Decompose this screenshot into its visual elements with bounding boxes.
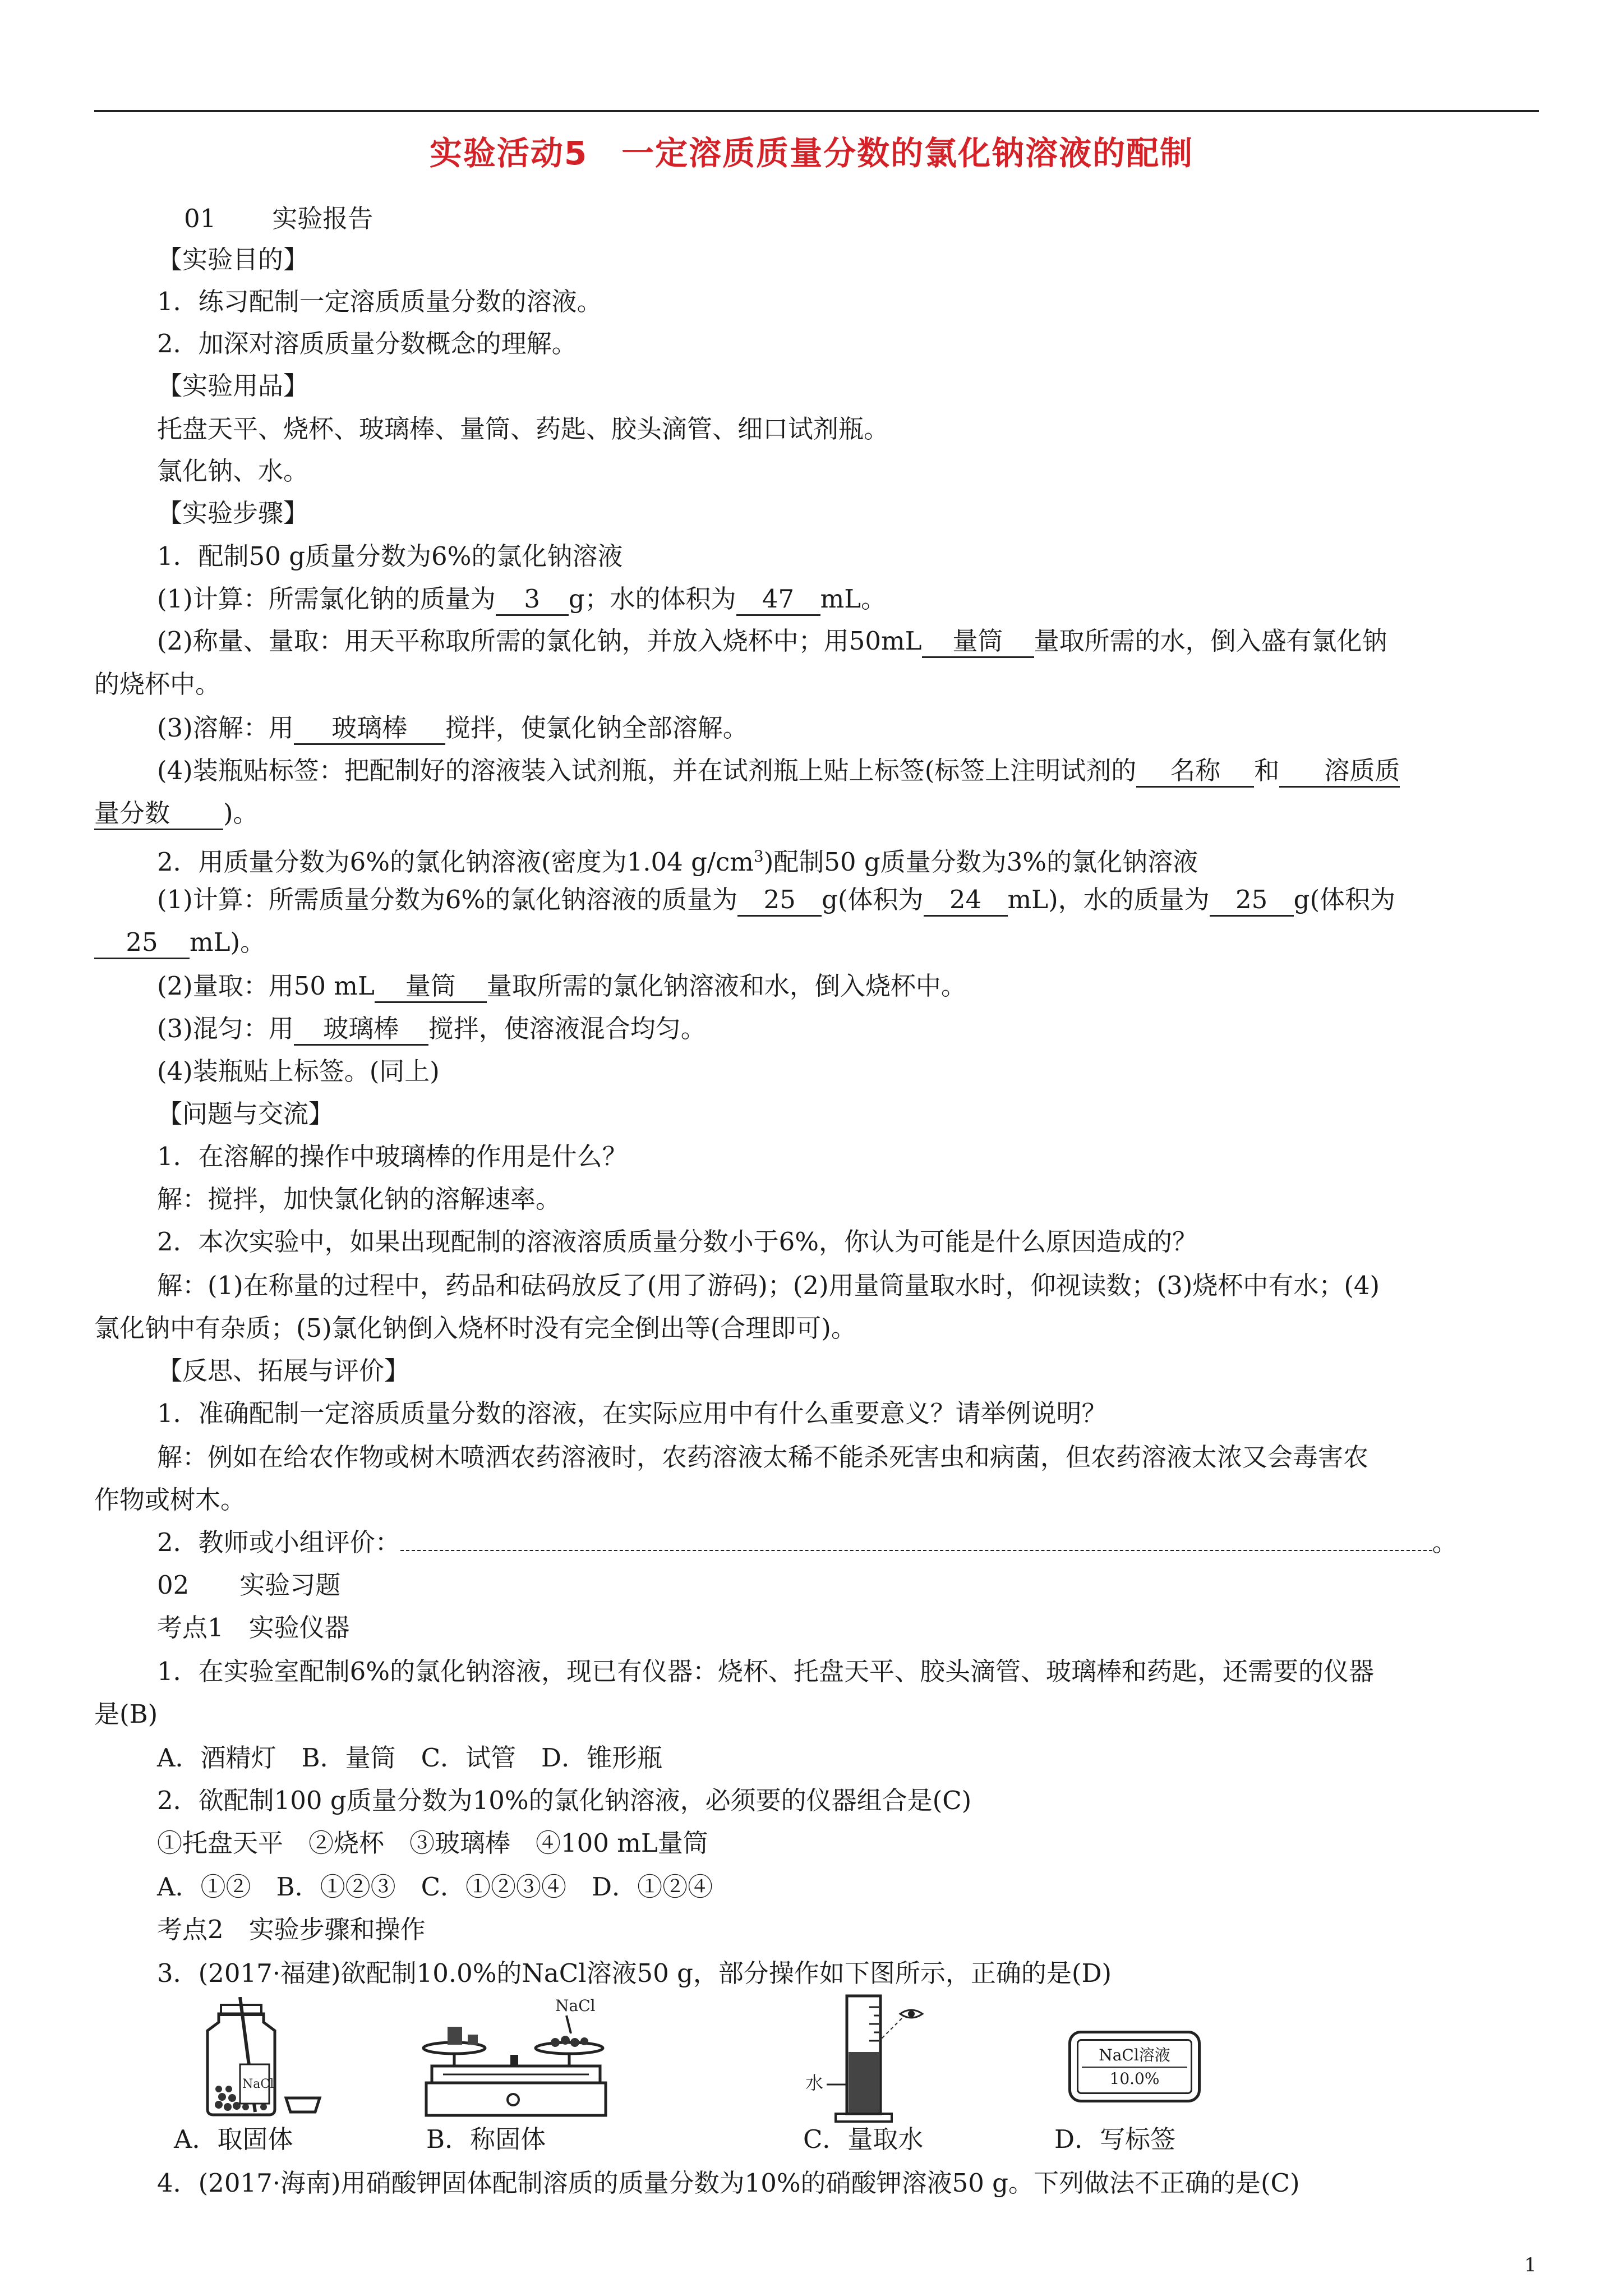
purpose-2: 2．加深对溶质质量分数概念的理解。 bbox=[157, 329, 577, 358]
step-1-2-cont: 的烧杯中。 bbox=[94, 669, 221, 699]
answer-blank: 47 bbox=[736, 584, 820, 616]
exercise-1-cont: 是(B) bbox=[94, 1699, 158, 1729]
answer-blank: 25 bbox=[1210, 885, 1294, 917]
figure-b-weigh-solid bbox=[421, 1994, 639, 2123]
step-2-4: (4)装瓶贴上标签。(同上) bbox=[157, 1056, 440, 1086]
section-heading-report bbox=[184, 202, 373, 236]
exercise-1-options: A．酒精灯 B．量筒 C．试管 D．锥形瓶 bbox=[157, 1743, 663, 1773]
purpose-1: 1．练习配制一定溶质质量分数的溶液。 bbox=[157, 287, 602, 316]
answer-blank: 25 bbox=[737, 885, 822, 917]
figure-a-take-solid bbox=[196, 1997, 331, 2120]
section-number: 01 bbox=[184, 204, 216, 233]
section-heading-exercises bbox=[157, 1568, 340, 1602]
exercise-3: 3．(2017·福建)欲配制10.0%的NaCl溶液50 g，部分操作如下图所示，正确的是(D) bbox=[157, 1958, 1112, 1988]
figure-a-caption: A．取固体 bbox=[174, 2124, 293, 2154]
answer-1: 解：搅拌，加快氯化钠的溶解速率。 bbox=[157, 1184, 561, 1214]
heading-items: 【实验用品】 bbox=[157, 371, 309, 401]
figure-b-label: NaCl bbox=[555, 1996, 596, 2015]
exercise-4: 4．(2017·海南)用硝酸钾固体配制溶质的质量分数为10%的硝酸钾溶液50 g。下列做法不正确的是(C) bbox=[157, 2168, 1300, 2198]
exercise-2-list: ①托盘天平 ②烧杯 ③玻璃棒 ④100 mL量筒 bbox=[157, 1828, 708, 1858]
question-2: 2．本次实验中，如果出现配制的溶液溶质质量分数小于6%，你认为可能是什么原因造成的？ bbox=[157, 1227, 1198, 1257]
figure-a-label: NaCl bbox=[242, 2077, 274, 2091]
topic-2: 考点2 实验步骤和操作 bbox=[157, 1915, 426, 1944]
section-label: 实验习题 bbox=[239, 1570, 341, 1600]
exercise-1: 1．在实验室配制6%的氯化钠溶液，现已有仪器：烧杯、托盘天平、胶头滴管、玻璃棒和药匙，还需要的仪器 bbox=[157, 1657, 1375, 1686]
step-2-3: (3)混匀：用 玻璃棒 搅拌，使溶液混合均匀。 bbox=[157, 1012, 706, 1046]
page-number: 1 bbox=[1524, 2254, 1537, 2276]
evaluation-blank[interactable] bbox=[400, 1550, 1432, 1551]
answer-2-cont: 氯化钠中有杂质；(5)氯化钠倒入烧杯时没有完全倒出等(合理即可)。 bbox=[94, 1313, 856, 1343]
items-line-1: 托盘天平、烧杯、玻璃棒、量筒、药匙、胶头滴管、细口试剂瓶。 bbox=[157, 414, 889, 444]
step-1-3: (3)溶解：用 玻璃棒 搅拌，使氯化钠全部溶解。 bbox=[157, 711, 748, 745]
step-1-2: (2)称量、量取：用天平称取所需的氯化钠，并放入烧杯中；用50mL 量筒 量取所需的水，倒入盛有氯化钠 bbox=[157, 624, 1387, 658]
answer-blank: 24 bbox=[924, 885, 1008, 917]
heading-qa: 【问题与交流】 bbox=[157, 1099, 334, 1129]
figure-c-measure-water bbox=[802, 1990, 948, 2125]
reflection-answer: 解：例如在给农作物或树木喷洒农药溶液时，农药溶液太稀不能杀死害虫和病菌，但农药溶液太浓又会毒害农 bbox=[157, 1442, 1369, 1472]
step-1: 1．配制50 g质量分数为6%的氯化钠溶液 bbox=[157, 541, 623, 571]
question-1: 1．在溶解的操作中玻璃棒的作用是什么？ bbox=[157, 1142, 628, 1171]
page-title: 实验活动5 一定溶质质量分数的氯化钠溶液的配制 bbox=[429, 134, 1194, 172]
figure-d-caption: D．写标签 bbox=[1054, 2124, 1176, 2154]
step-2-1: (1)计算：所需质量分数为6%的氯化钠溶液的质量为 25 g(体积为 24 mL)，水的质量为 25 g(体积为 bbox=[157, 883, 1395, 917]
heading-steps: 【实验步骤】 bbox=[157, 498, 309, 528]
answer-blank: 名称 bbox=[1136, 756, 1254, 788]
answer-blank: 玻璃棒 bbox=[294, 713, 445, 745]
figure-b-caption: B．称固体 bbox=[426, 2124, 546, 2154]
answer-blank: 量筒 bbox=[922, 626, 1034, 658]
heading-purpose: 【实验目的】 bbox=[157, 245, 309, 274]
exercise-2: 2．欲配制100 g质量分数为10%的氯化钠溶液，必须要的仪器组合是(C) bbox=[157, 1786, 972, 1815]
figure-d-label bbox=[1068, 2031, 1201, 2102]
answer-blank: 玻璃棒 bbox=[294, 1014, 428, 1046]
items-line-2: 氯化钠、水。 bbox=[157, 456, 309, 486]
answer-2: 解：(1)在称量的过程中，药品和砝码放反了(用了游码)；(2)用量筒量取水时，仰视读数；(3)烧杯中有水；(4) bbox=[157, 1271, 1380, 1300]
heading-reflection: 【反思、拓展与评价】 bbox=[157, 1356, 410, 1386]
exercise-2-options: A．①② B．①②③ C．①②③④ D．①②④ bbox=[157, 1872, 713, 1902]
section-number: 02 bbox=[157, 1570, 190, 1600]
section-label: 实验报告 bbox=[272, 204, 374, 233]
answer-blank: 量分数 bbox=[94, 798, 223, 830]
figure-d-label-line1: NaCl溶液 bbox=[1099, 2046, 1170, 2064]
figure-d-label-line2: 10.0% bbox=[1082, 2067, 1187, 2090]
answer-blank: 3 bbox=[496, 584, 569, 616]
topic-1: 考点1 实验仪器 bbox=[157, 1613, 350, 1642]
answer-blank: 量筒 bbox=[375, 971, 487, 1003]
step-2-1-cont: 25 mL)。 bbox=[94, 926, 265, 959]
top-rule bbox=[94, 110, 1539, 112]
reflection-1: 1．准确配制一定溶质质量分数的溶液，在实际应用中有什么重要意义？请举例说明？ bbox=[157, 1398, 1107, 1428]
figure-c-label: 水 bbox=[805, 2072, 824, 2093]
reflection-answer-cont: 作物或树木。 bbox=[94, 1485, 246, 1515]
step-2-2: (2)量取：用50 mL 量筒 量取所需的氯化钠溶液和水，倒入烧杯中。 bbox=[157, 969, 966, 1003]
step-2: 2．用质量分数为6%的氯化钠溶液(密度为1.04 $g/cm^3$)配制50 g质量分数为3%的氯化钠溶液 bbox=[157, 847, 1198, 877]
reflection-2: 2．教师或小组评价： 。 bbox=[157, 1527, 1458, 1557]
step-1-4: (4)装瓶贴标签：把配制好的溶液装入试剂瓶，并在试剂瓶上贴上标签(标签上注明试剂的 名称 和 溶质质 bbox=[157, 754, 1400, 788]
figure-c-caption: C．量取水 bbox=[803, 2124, 924, 2154]
step-1-4-cont: 量分数 )。 bbox=[94, 797, 259, 830]
answer-blank: 25 bbox=[94, 927, 190, 959]
step-1-1: (1)计算：所需氯化钠的质量为 3 g；水的体积为 47 mL。 bbox=[157, 582, 886, 616]
answer-blank: 溶质质 bbox=[1279, 756, 1400, 788]
